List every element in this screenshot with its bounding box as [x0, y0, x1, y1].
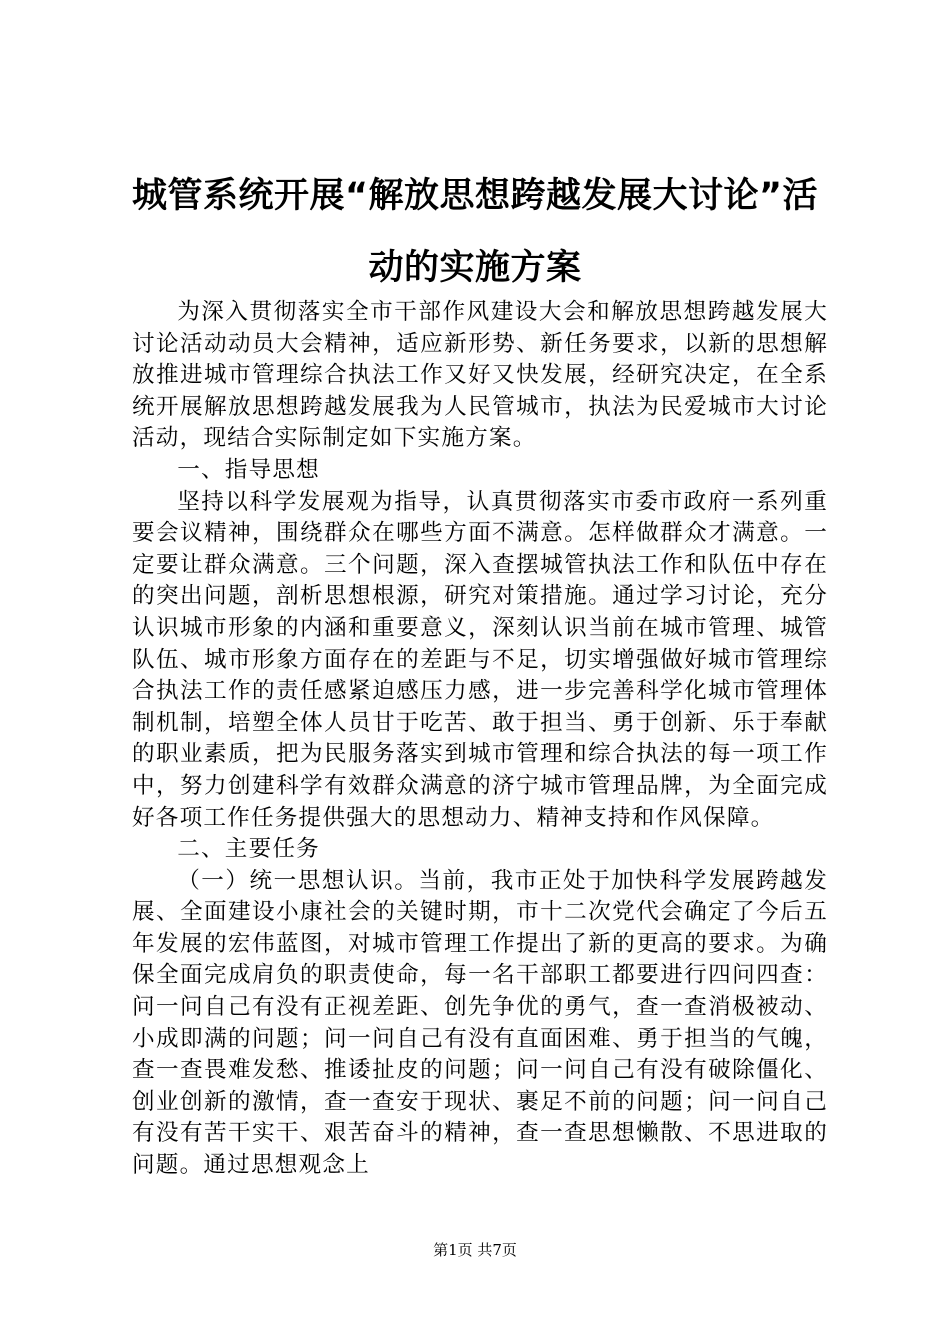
main-tasks-paragraph: （一）统一思想认识。当前，我市正处于加快科学发展跨越发展、全面建设小康社会的关键时期，市十二次党代会确定了今后五年发展的宏伟蓝图，对城市管理工作提出了新的更高的要求。为确保全面完成肩负的职责使命，每一名干部职工都要进行四问四查：问一问自己有没有正视差距、创先争优的勇气，查一查消极被动、小成即满的问题；问一问自己有没有直面困难、勇于担当的气魄，查一查畏难发愁、推诿扯皮的问题；问一问自己有没有破除僵化、创业创新的激情，查一查安于现状、裹足不前的问题；问一问自己有没有苦干实干、艰苦奋斗的精神，查一查思想懒散、不思进取的问题。通过思想观念上: [132, 867, 828, 1179]
intro-paragraph: 为深入贯彻落实全市干部作风建设大会和解放思想跨越发展大讨论活动动员大会精神，适应新形势、新任务要求，以新的思想解放推进城市管理综合执法工作又好又快发展，经研究决定，在全系统开展解放思想跨越发展我为人民管城市，执法为民爱城市大讨论活动，现结合实际制定如下实施方案。: [132, 299, 828, 452]
page-footer: 第1页 共7页: [433, 1241, 517, 1259]
document-body: [132, 297, 828, 1182]
guiding-ideology-paragraph: 坚持以科学发展观为指导，认真贯彻落实市委市政府一系列重要会议精神，围绕群众在哪些方面不满意。怎样做群众才满意。一定要让群众满意。三个问题，深入查摆城管执法工作和队伍中存在的突出问题，剖析思想根源，研究对策措施。通过学习讨论，充分认识城市形象的内涵和重要意义，深刻认识当前在城市管理、城管队伍、城市形象方面存在的差距与不足，切实增强做好城市管理综合执法工作的责任感紧迫感压力感，进一步完善科学化城市管理体制机制，培塑全体人员甘于吃苦、敢于担当、勇于创新、乐于奉献的职业素质，把为民服务落实到城市管理和综合执法的每一项工作中，努力创建科学有效群众满意的济宁城市管理品牌，为全面完成好各项工作任务提供强大的思想动力、精神支持和作风保障。: [132, 488, 828, 831]
section-heading-guiding-ideology: 一、指导思想: [177, 456, 320, 483]
section-heading-main-tasks: 二、主要任务: [177, 836, 320, 863]
document-title: 城管系统开展“解放思想跨越发展大讨论”活动的实施方案: [131, 176, 818, 288]
